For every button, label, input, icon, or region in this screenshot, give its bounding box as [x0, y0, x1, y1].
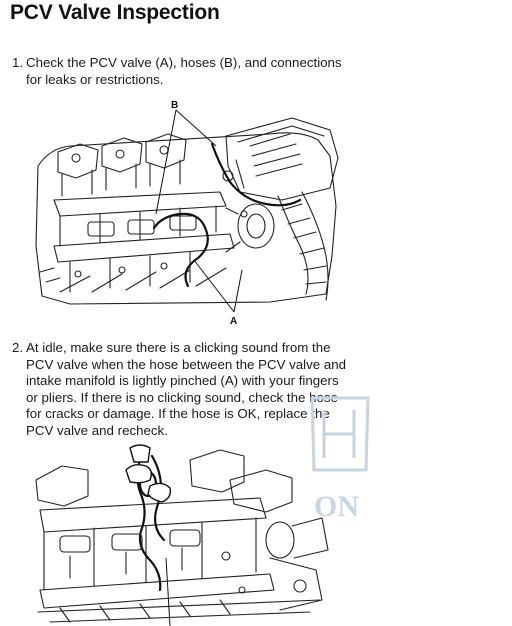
step-text [26, 340, 346, 439]
engine-diagram-pcv-pinch [30, 440, 330, 626]
step-line: PCV valve when the hose between the PCV valve and [26, 356, 347, 372]
callout-a-label: A [230, 316, 238, 327]
step-line: for cracks or damage. If the hose is OK, replace the [26, 406, 330, 421]
step-number: 2. [12, 340, 24, 355]
step-line: At idle, make sure there is a clicking sound from the [26, 340, 331, 355]
page-title: PCV Valve Inspection [10, 1, 220, 24]
step-number: 1. [12, 55, 24, 70]
engine-diagram-pcv-hoses [30, 96, 340, 328]
step-line: PCV valve and recheck. [26, 422, 168, 438]
callout-b-label: B [171, 100, 179, 111]
engine-illustration [30, 96, 340, 328]
step-text [26, 55, 342, 88]
watermark-text: ON [314, 490, 359, 523]
step-line: intake manifold is lightly pinched (A) with your fingers [26, 373, 339, 388]
step-line: Check the PCV valve (A), hoses (B), and connections [26, 55, 342, 70]
step-line: for leaks or restrictions. [26, 71, 164, 87]
engine-detail-illustration [30, 440, 330, 626]
step-line: or pliers. If there is no clicking sound, check the hose [26, 389, 338, 405]
